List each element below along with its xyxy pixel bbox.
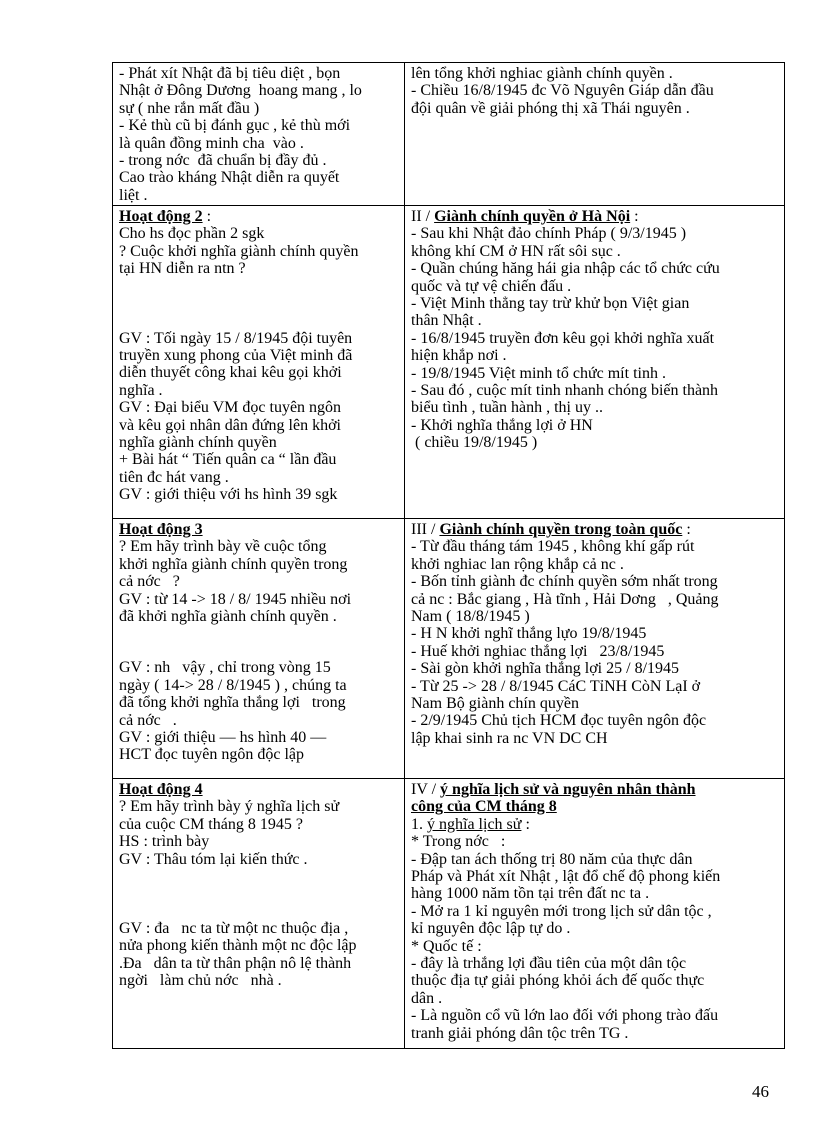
text-line: hàng 1000 năm tồn tại trên đất nc ta . xyxy=(411,885,650,903)
text-line: sự ( nhe rắn mất đầu ) xyxy=(119,99,260,117)
text-line: - 2/9/1945 Chủ tịch HCM đọc tuyên ngôn độc xyxy=(411,712,707,730)
teacher-activity-cell xyxy=(113,206,405,519)
text-line: thân Nhật . xyxy=(411,312,482,330)
text-line: Cho hs đọc phần 2 sgk xyxy=(119,225,265,243)
section-heading: IV / ý nghĩa lịch sử và nguyên nhân thành xyxy=(411,781,696,798)
text-line: biểu tình , tuần hành , thị uy .. xyxy=(411,399,603,417)
text-line: không khí CM ở HN rất sôi sục . xyxy=(411,242,621,260)
text-line: khởi nghĩa giành chính quyền trong xyxy=(119,555,348,573)
text-line: - Việt Minh thẳng tay trừ khử bọn Việt gian xyxy=(411,295,690,313)
text-line: ( chiều 19/8/1945 ) xyxy=(411,434,538,452)
table-row xyxy=(113,63,785,206)
table-row xyxy=(113,779,785,1049)
text-line: thuộc địa tự giải phóng khỏi ách đế quốc thực xyxy=(411,972,705,990)
activity-heading: Hoạt động 2 : xyxy=(119,208,212,225)
text-line: GV : đa nc ta từ một nc thuộc địa , xyxy=(119,920,349,938)
text-line: và kêu gọi nhân dân đứng lên khởi xyxy=(119,416,341,434)
text-line: đã tổng khởi nghĩa thắng lợi trong xyxy=(119,694,346,712)
text-line: cả nc : Bắc giang , Hà tĩnh , Hải Dơng , Quảng xyxy=(411,590,719,608)
text-line: liệt . xyxy=(119,186,148,204)
text-line: nửa phong kiến thành một nc độc lập xyxy=(119,937,357,955)
content-cell xyxy=(405,779,785,1049)
section-heading: II / Giành chính quyền ở Hà Nội : xyxy=(411,208,639,225)
teacher-activity-cell xyxy=(113,519,405,779)
text-line: Cao trào kháng Nhật diễn ra quyết xyxy=(119,169,340,187)
text-line: - Từ đầu tháng tám 1945 , không khí gấp rút xyxy=(411,538,695,556)
text-line: dân . xyxy=(411,989,443,1007)
text-line: GV : Tối ngày 15 / 8/1945 đội tuyên xyxy=(119,329,353,347)
text-line: - 19/8/1945 Việt minh tổ chức mít tinh . xyxy=(411,364,666,382)
text-line: - Sài gòn khởi nghĩa thắng lợi 25 / 8/1945 xyxy=(411,660,680,678)
text-line: + Bài hát “ Tiến quân ca “ lần đầu xyxy=(119,451,337,469)
text-line: - 16/8/1945 truyền đơn kêu gọi khởi nghĩa xuất xyxy=(411,329,715,347)
text-line: ? Cuộc khởi nghĩa giành chính quyền xyxy=(119,242,359,260)
text-line: .Đa dân ta từ thân phận nô lệ thành xyxy=(119,954,352,972)
text-line: truyền xung phong của Việt minh đã xyxy=(119,347,353,365)
text-line: - Bốn tỉnh giành đc chính quyền sớm nhất trong xyxy=(411,573,718,591)
text-line: - H N khởi nghĩ thắng lựo 19/8/1945 xyxy=(411,625,647,643)
text-line: - Mở ra 1 kỉ nguyên mới trong lịch sử dân tộc , xyxy=(411,902,712,920)
text-line: nghĩa giành chính quyền xyxy=(119,434,277,452)
text-line: - trong nớc đã chuẩn bị đầy đủ . xyxy=(119,152,327,170)
page-number: 46 xyxy=(752,1082,769,1101)
text-line: Pháp và Phát xít Nhật , lật đổ chế độ phong kiến xyxy=(411,868,721,886)
text-line: cả nớc . xyxy=(119,711,177,729)
text-line: - Khởi nghĩa thắng lợi ở HN xyxy=(411,416,593,434)
text-line: tranh giải phóng dân tộc trên TG . xyxy=(411,1024,629,1042)
text-line: ? Em hãy trình bày ý nghĩa lịch sử xyxy=(119,798,340,816)
text-line: - Sau đó , cuộc mít tinh nhanh chóng biến thành xyxy=(411,382,719,400)
text-line: lập khai sinh ra nc VN DC CH xyxy=(411,729,608,747)
text-line: quốc và tự vệ chiến đấu . xyxy=(411,277,572,295)
text-line: - Phát xít Nhật đã bị tiêu diệt , bọn xyxy=(119,65,341,82)
text-line: Nam Bộ giành chín quyền xyxy=(411,695,579,713)
text-line: đã khởi nghĩa giành chính quyền . xyxy=(119,608,337,626)
text-line: - Kẻ thù cũ bị đánh gục , kẻ thù mới xyxy=(119,117,351,135)
table-row xyxy=(113,206,785,519)
content-cell xyxy=(405,519,785,779)
text-line: GV : nh vậy , chỉ trong vòng 15 xyxy=(119,659,331,677)
text-line: cả nớc ? xyxy=(119,573,180,591)
lesson-table xyxy=(112,62,785,1049)
text-line: ngời làm chủ nớc nhà . xyxy=(119,972,282,990)
text-line: - Là nguồn cổ vũ lớn lao đối với phong trào đấu xyxy=(411,1007,719,1025)
table-row xyxy=(113,519,785,779)
text-line: - Từ 25 -> 28 / 8/1945 CáC TỉNH CòN LạI ở xyxy=(411,677,701,695)
text-line: Nhật ở Đông Dương hoang mang , lo xyxy=(119,82,362,100)
text-line: Nam ( 18/8/1945 ) xyxy=(411,608,530,626)
content-cell xyxy=(405,63,785,206)
text-line: tiên đc hát vang . xyxy=(119,468,229,486)
text-line: ? Em hãy trình bày về cuộc tổng xyxy=(119,538,327,556)
text-line: HCT đọc tuyên ngôn độc lập xyxy=(119,746,305,764)
content-cell xyxy=(405,206,785,519)
text-line: tại HN diễn ra ntn ? xyxy=(119,260,246,278)
section-heading: III / Giành chính quyền trong toàn quốc : xyxy=(411,521,691,538)
teacher-activity-cell xyxy=(113,779,405,1049)
subsection-heading: 1. ý nghĩa lịch sử : xyxy=(411,815,530,833)
text-line: đội quân về giải phóng thị xã Thái nguyên . xyxy=(411,99,690,117)
text-line: GV : giới thiệu — hs hình 40 — xyxy=(119,729,327,747)
text-line: - Quần chúng hăng hái gia nhập các tổ chức cứu xyxy=(411,260,720,278)
text-line: - Chiều 16/8/1945 đc Võ Nguyên Giáp dẫn đầu xyxy=(411,82,714,100)
text-line: khởi nghiac lan rộng khắp cả nc . xyxy=(411,555,624,573)
text-line: - Sau khi Nhật đảo chính Pháp ( 9/3/1945 ) xyxy=(411,225,687,243)
text-line: của cuộc CM tháng 8 1945 ? xyxy=(119,815,303,833)
text-line: - Đập tan ách thống trị 80 năm của thực dân xyxy=(411,850,693,868)
text-line: GV : Đại biểu VM đọc tuyên ngôn xyxy=(119,399,342,417)
text-line: * Trong nớc : xyxy=(411,833,506,851)
text-line: ngày ( 14-> 28 / 8/1945 ) , chúng ta xyxy=(119,676,347,694)
text-line: - Huế khởi nghiac thắng lợi 23/8/1945 xyxy=(411,642,665,660)
text-line: kỉ nguyên độc lập tự do . xyxy=(411,920,571,938)
text-line: - đây là trhắng lợi đầu tiên của một dân tộc xyxy=(411,955,687,973)
text-line: * Quốc tế : xyxy=(411,937,482,955)
text-line: là quân đồng minh cha vào . xyxy=(119,134,304,152)
text-line: lên tổng khởi nghiac giành chính quyền . xyxy=(411,65,673,82)
text-line: GV : Thâu tóm lại kiến thức . xyxy=(119,850,308,868)
text-line: HS : trình bày xyxy=(119,833,210,851)
activity-heading: Hoạt động 3 xyxy=(119,521,203,538)
text-line: GV : giới thiệu với hs hình 39 sgk xyxy=(119,486,338,504)
text-line: GV : từ 14 -> 18 / 8/ 1945 nhiều nơi xyxy=(119,590,352,608)
teacher-activity-cell xyxy=(113,63,405,206)
text-line: nghĩa . xyxy=(119,381,163,399)
activity-heading: Hoạt động 4 xyxy=(119,781,203,798)
text-line: hiện khắp nơi . xyxy=(411,347,507,365)
section-heading-continued: công của CM tháng 8 xyxy=(411,798,557,816)
text-line: diễn thuyết công khai kêu gọi khởi xyxy=(119,364,342,382)
